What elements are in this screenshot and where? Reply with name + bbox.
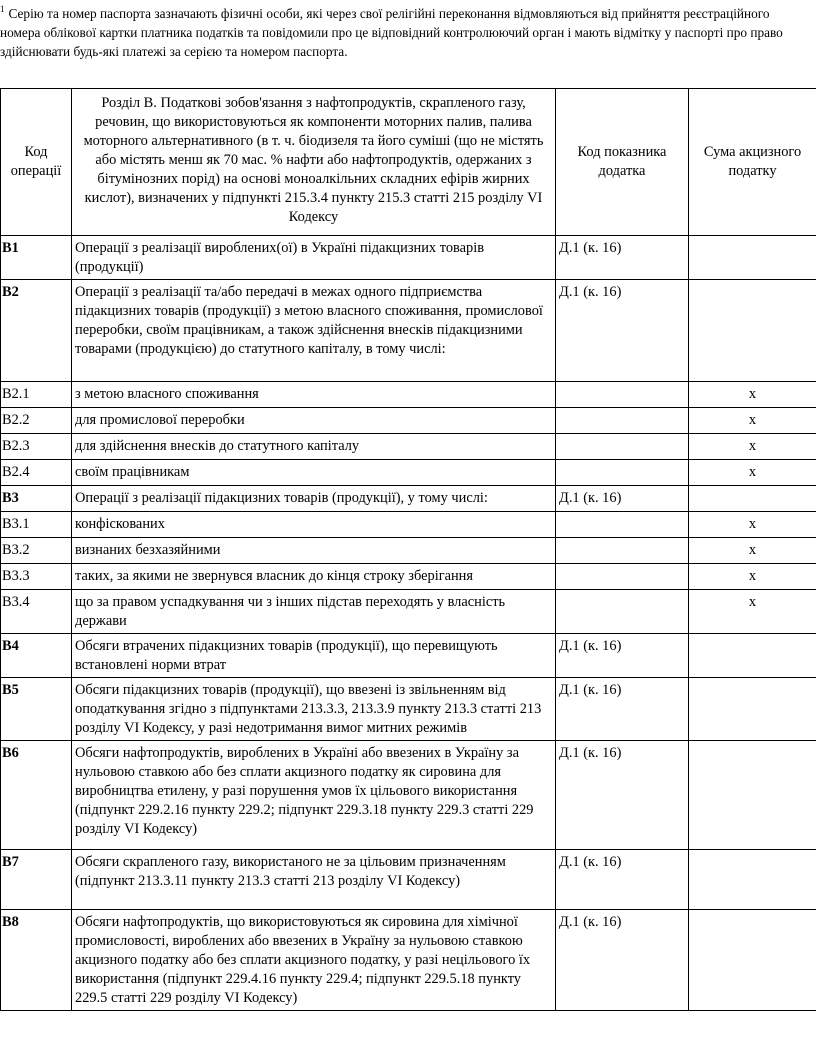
row-description: з метою власного споживання	[72, 382, 556, 408]
row-sum	[689, 910, 816, 1011]
row-description: таких, за якими не звернувся власник до кінця строку зберігання	[72, 564, 556, 590]
row-indicator	[556, 512, 689, 538]
table-row	[1, 910, 816, 1011]
row-code: В6	[1, 741, 72, 850]
row-description: Операції з реалізації та/або передачі в межах одного підприємства підакцизних товарів (продукції) з метою власного споживання, промислової переробки, своїм працівникам, а також здійснення внесків підакцизними товарами (продукцією) до статутного капіталу, в тому числі:	[72, 280, 556, 382]
table-row	[1, 236, 816, 280]
footnote-text: Серію та номер паспорта зазначають фізичні особи, які через свої релігійні переконання відмовляються від прийняття реєстраційного номера облікової картки платника податків та повідомили про це відповідний контролюючий орган і мають відмітку у паспорті про право здійснювати будь-які платежі за серією та номером паспорта.	[0, 6, 783, 59]
table-row	[1, 634, 816, 678]
header-indicator: Код показника додатка	[556, 89, 689, 236]
row-indicator	[556, 460, 689, 486]
row-code: В2.3	[1, 434, 72, 460]
table-row	[1, 408, 816, 434]
section-v-table	[0, 88, 816, 1011]
row-indicator: Д.1 (к. 16)	[556, 741, 689, 850]
row-description: Обсяги нафтопродуктів, вироблених в Україні або ввезених в Україну за нульовою ставкою або без сплати акцизного податку як сировина для виробництва етилену, у разі порушення умов їх цільового використання (підпункт 229.2.16 пункту 229.2; підпункт 229.3.18 пункту 229.3 статті 229 розділу VI Кодексу)	[72, 741, 556, 850]
row-sum	[689, 634, 816, 678]
footnote-marker: 1	[0, 4, 5, 14]
table-row	[1, 741, 816, 850]
row-description: що за правом успадкування чи з інших підстав переходять у власність держави	[72, 590, 556, 634]
row-sum: х	[689, 408, 816, 434]
row-indicator: Д.1 (к. 16)	[556, 486, 689, 512]
row-code: В7	[1, 850, 72, 910]
row-indicator: Д.1 (к. 16)	[556, 678, 689, 741]
table-row	[1, 486, 816, 512]
table-row	[1, 564, 816, 590]
row-indicator	[556, 382, 689, 408]
row-indicator	[556, 434, 689, 460]
table-row	[1, 460, 816, 486]
row-code: В2.2	[1, 408, 72, 434]
row-description: Обсяги втрачених підакцизних товарів (продукції), що перевищують встановлені норми втрат	[72, 634, 556, 678]
row-sum: х	[689, 590, 816, 634]
row-code: В3	[1, 486, 72, 512]
header-sum: Сума акцизного податку	[689, 89, 816, 236]
table-row	[1, 590, 816, 634]
table-row	[1, 850, 816, 910]
row-description: Обсяги підакцизних товарів (продукції), що ввезені із звільненням від оподаткування згідно з підпунктами 213.3.3, 213.3.9 пункту 213.3 статті 213 розділу VI Кодексу, у разі недотримання вимог митних режимів	[72, 678, 556, 741]
row-sum: х	[689, 434, 816, 460]
table-row	[1, 434, 816, 460]
row-sum: х	[689, 538, 816, 564]
header-row	[1, 89, 816, 236]
row-indicator	[556, 564, 689, 590]
row-sum	[689, 678, 816, 741]
row-description: визнаних безхазяйними	[72, 538, 556, 564]
row-sum	[689, 850, 816, 910]
row-code: В2.1	[1, 382, 72, 408]
row-indicator	[556, 538, 689, 564]
row-indicator	[556, 408, 689, 434]
row-indicator	[556, 590, 689, 634]
row-indicator: Д.1 (к. 16)	[556, 236, 689, 280]
row-sum: х	[689, 564, 816, 590]
table-row	[1, 538, 816, 564]
row-code: В2.4	[1, 460, 72, 486]
footnote	[0, 4, 812, 61]
row-code: В3.1	[1, 512, 72, 538]
header-section-title: Розділ В. Податкові зобов'язання з нафтопродуктів, скрапленого газу, речовин, що використовуються як компоненти моторних палив, палива моторного альтернативного (в т. ч. біодизеля та його суміші (що не містять або містять менш як 70 мас. % нафти або нафтопродуктів, одержаних з бітумінозних порід) на основі моноалкільних складних ефірів жирних кислот), визначених у підпункті 215.3.4 пункту 215.3 статті 215 розділу VI Кодексу	[72, 89, 556, 236]
row-sum	[689, 486, 816, 512]
row-code: В1	[1, 236, 72, 280]
table-row	[1, 280, 816, 382]
row-indicator: Д.1 (к. 16)	[556, 634, 689, 678]
row-description: Обсяги нафтопродуктів, що використовуються як сировина для хімічної промисловості, вироблених або ввезених в Україну за нульовою ставкою акцизного податку або без сплати акцизного податку, у разі нецільового їх використання (підпункт 229.4.16 пункту 229.4; підпункт 229.5.18 пункту 229.5 статті 229 розділу VI Кодексу)	[72, 910, 556, 1011]
row-code: В2	[1, 280, 72, 382]
row-sum	[689, 280, 816, 382]
row-code: В3.3	[1, 564, 72, 590]
row-sum: х	[689, 512, 816, 538]
row-description: Обсяги скрапленого газу, використаного не за цільовим призначенням (підпункт 213.3.11 пункту 213.3 статті 213 розділу VI Кодексу)	[72, 850, 556, 910]
row-description: Операції з реалізації вироблених(ої) в Україні підакцизних товарів (продукції)	[72, 236, 556, 280]
row-sum: х	[689, 382, 816, 408]
row-description: своїм працівникам	[72, 460, 556, 486]
row-indicator: Д.1 (к. 16)	[556, 910, 689, 1011]
row-sum	[689, 236, 816, 280]
header-code: Код операції	[1, 89, 72, 236]
row-sum	[689, 741, 816, 850]
row-description: конфіскованих	[72, 512, 556, 538]
table-row	[1, 512, 816, 538]
row-description: Операції з реалізації підакцизних товарів (продукції), у тому числі:	[72, 486, 556, 512]
row-description: для промислової переробки	[72, 408, 556, 434]
row-indicator: Д.1 (к. 16)	[556, 280, 689, 382]
row-description: для здійснення внесків до статутного капіталу	[72, 434, 556, 460]
row-code: В3.2	[1, 538, 72, 564]
row-code: В5	[1, 678, 72, 741]
row-code: В8	[1, 910, 72, 1011]
row-indicator: Д.1 (к. 16)	[556, 850, 689, 910]
table-row	[1, 382, 816, 408]
row-code: В3.4	[1, 590, 72, 634]
table-row	[1, 678, 816, 741]
row-code: В4	[1, 634, 72, 678]
row-sum: х	[689, 460, 816, 486]
